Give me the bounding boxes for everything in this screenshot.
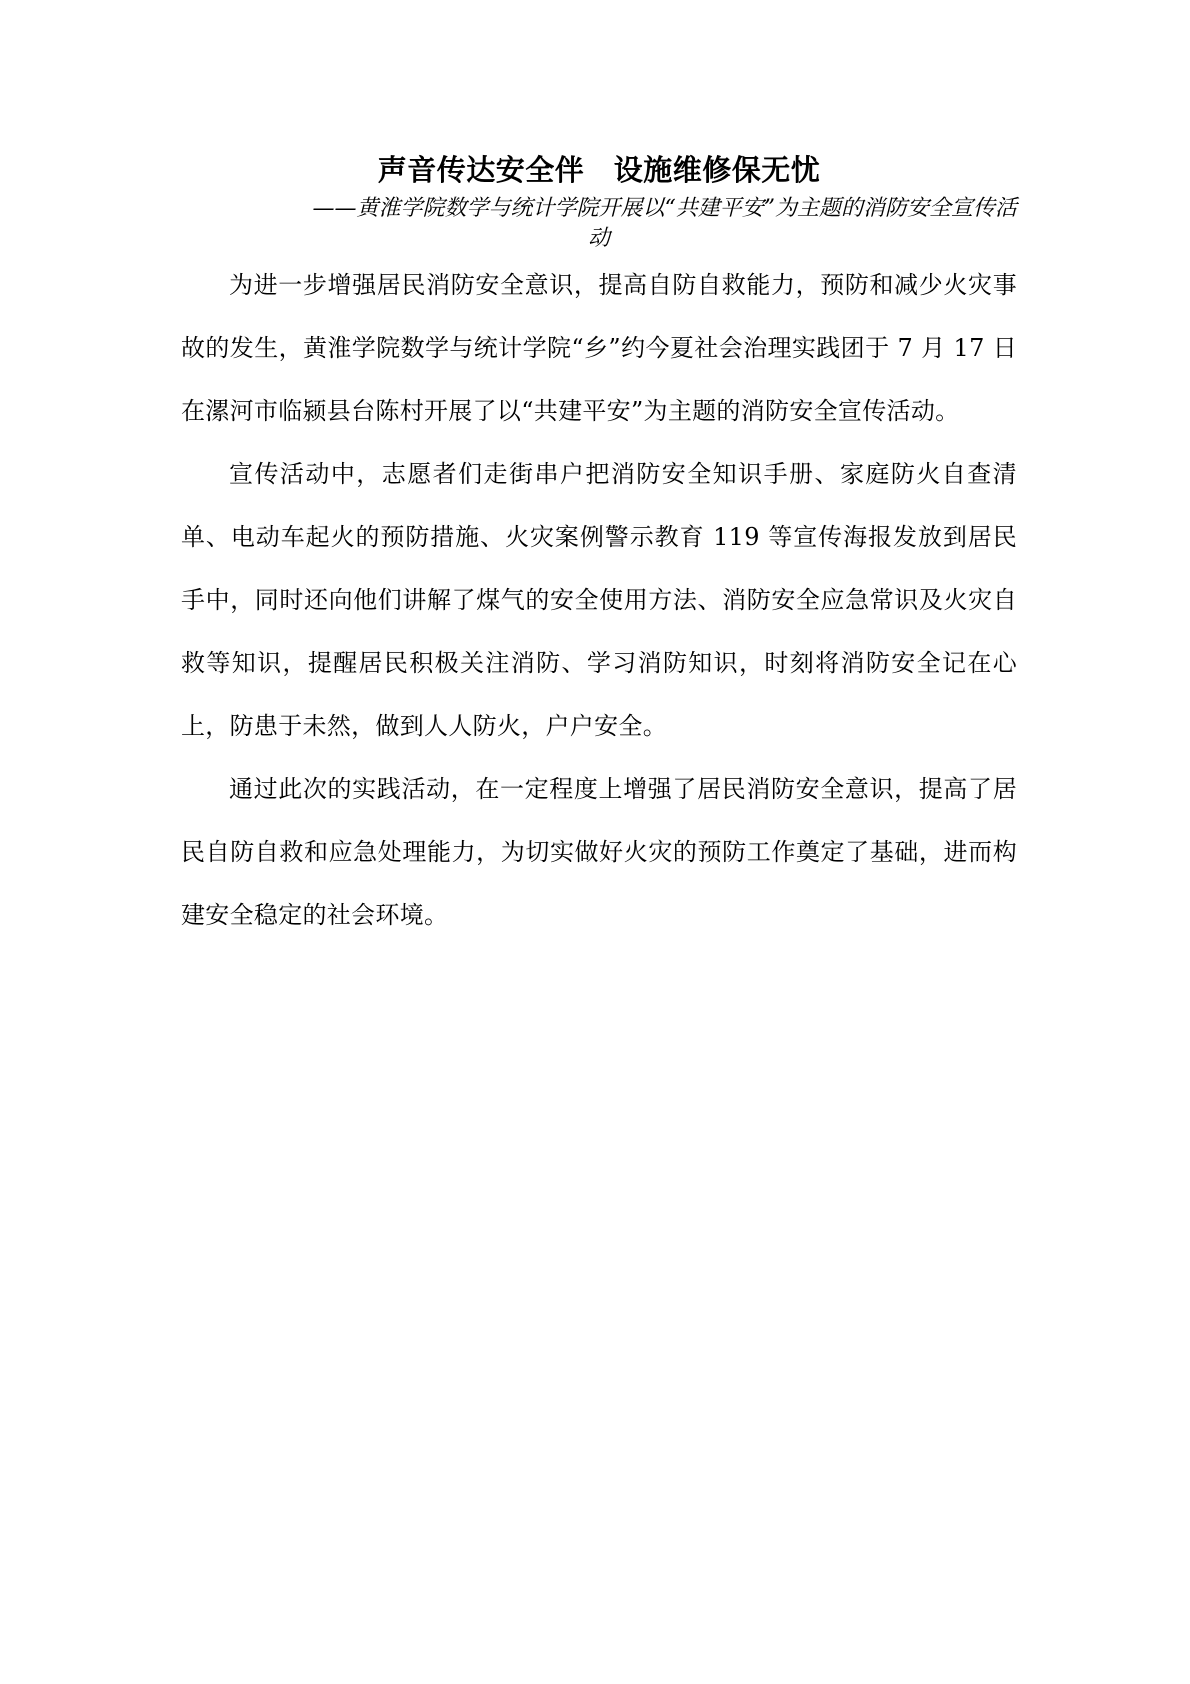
subtitle: ——黄淮学院数学与统计学院开展以“共建平安”为主题的消防安全宣传活 — [312, 196, 1017, 221]
page-title: 声音传达安全伴 设施维修保无忧 — [377, 153, 821, 187]
paragraph-3: 通过此次的实践活动，在一定程度上增强了居民消防安全意识，提高了居民自防自救和应急处理能力，为切实做好火灾的预防工作奠定了基础，进而构建安全稳定的社会环境。 — [181, 775, 1017, 929]
paragraph-2: 宣传活动中，志愿者们走街串户把消防安全知识手册、家庭防火自查清单、电动车起火的预防措施、火灾案例警示教育 119 等宣传海报发放到居民手中，同时还向他们讲解了煤气的安全使用方法、消防安全应急常识及火灾自救等知识，提醒居民积极关注消防、学习消防知识，时刻将消防安全记在心上，防患于未然，做到人人防火，户户安全。 — [181, 460, 1017, 740]
subtitle-continuation: 动 — [587, 226, 610, 251]
article-body — [181, 254, 1017, 947]
paragraph-1: 为进一步增强居民消防安全意识，提高自防自救能力，预防和减少火灾事故的发生，黄淮学院数学与统计学院“乡”约今夏社会治理实践团于 7 月 17 日在漯河市临颍县台陈村开展了以“共建平安”为主题的消防安全宣传活动。 — [181, 271, 1017, 425]
document-content — [181, 148, 1017, 947]
